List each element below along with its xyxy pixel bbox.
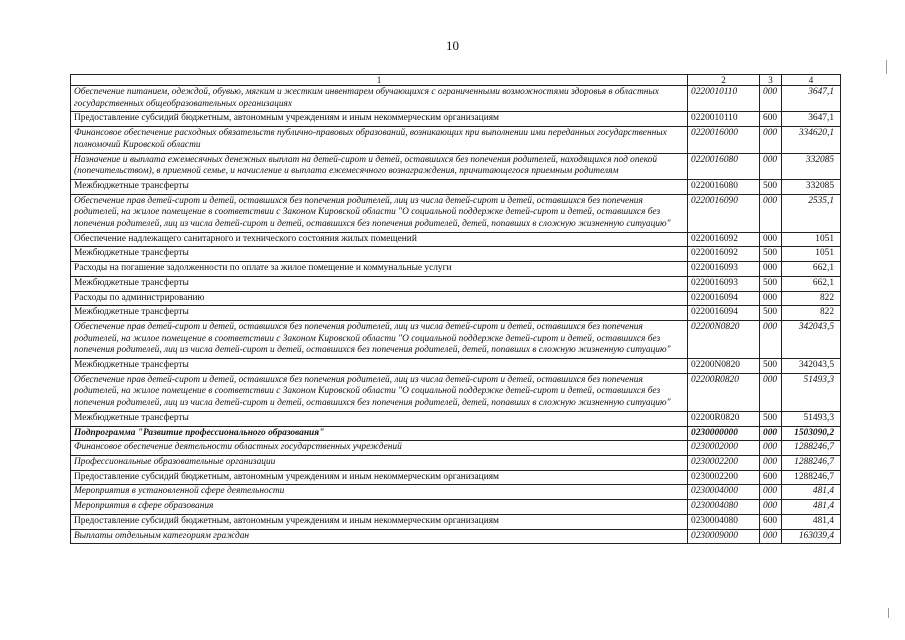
table-row	[71, 291, 841, 306]
row-expense-type-cell: 000	[760, 500, 782, 515]
row-amount-cell: 3647,1	[782, 86, 841, 112]
row-expense-type-cell: 600	[760, 112, 782, 127]
row-name-cell: Назначение и выплата ежемесячных денежных выплат на детей-сирот и детей, оставшихся без попечения родителей, находящихся под опекой (попечительством), в приемной семье, и начисление и выплата ежемесячного вознаграждения, причитающегося приемным родителям	[71, 153, 688, 179]
row-name-cell: Мероприятия в сфере образования	[71, 500, 688, 515]
table-header-row	[71, 75, 841, 86]
row-name-cell: Обеспечение прав детей-сирот и детей, оставшихся без попечения родителей, лиц из числа детей-сирот и детей, оставшихся без попечения родителей, на жилое помещение в соответствии с Законом Кировской области "О социальной поддержке детей-сирот и детей, оставшихся без попечения родителей, лиц из числа детей-сирот и детей, оставшихся без попечения родителей, детей, попавших в сложную жизненную ситуацию"	[71, 373, 688, 411]
table-row	[71, 153, 841, 179]
row-expense-type-cell: 000	[760, 529, 782, 544]
row-code-cell: 02200N0820	[688, 320, 760, 358]
row-code-cell: 0220016090	[688, 194, 760, 232]
row-name-cell: Профессиональные образовательные организации	[71, 455, 688, 470]
row-amount-cell: 822	[782, 291, 841, 306]
row-code-cell: 0220016080	[688, 179, 760, 194]
row-name-cell: Обеспечение прав детей-сирот и детей, оставшихся без попечения родителей, лиц из числа детей-сирот и детей, оставшихся без попечения родителей, на жилое помещение в соответствии с Законом Кировской области "О социальной поддержке детей-сирот и детей, оставшихся без попечения родителей, лиц из числа детей-сирот и детей, оставшихся без попечения родителей, детей, попавших в сложную жизненную ситуацию"	[71, 194, 688, 232]
row-name-cell: Обеспечение питанием, одеждой, обувью, мягким и жестким инвентарем обучающихся с ограниченными возможностями здоровья в областных государственных общеобразовательных организациях	[71, 86, 688, 112]
row-amount-cell: 662,1	[782, 276, 841, 291]
table-row	[71, 441, 841, 456]
row-name-cell: Расходы на погашение задолженности по оплате за жилое помещение и коммунальные услуги	[71, 262, 688, 277]
row-code-cell: 0220016080	[688, 153, 760, 179]
row-amount-cell: 1051	[782, 247, 841, 262]
row-amount-cell: 3647,1	[782, 112, 841, 127]
row-code-cell: 0230004080	[688, 500, 760, 515]
row-code-cell: 0230002200	[688, 470, 760, 485]
scan-mark-top-right	[886, 60, 887, 74]
row-name-cell: Финансовое обеспечение расходных обязательств публично-правовых образований, возникающих при выполнении ими переданных государственных полномочий Кировской области	[71, 127, 688, 153]
row-expense-type-cell: 000	[760, 127, 782, 153]
row-name-cell: Подпрограмма "Развитие профессионального образования"	[71, 426, 688, 441]
budget-table	[70, 74, 841, 544]
row-expense-type-cell: 500	[760, 179, 782, 194]
row-code-cell: 02200R0820	[688, 411, 760, 426]
row-name-cell: Предоставление субсидий бюджетным, автономным учреждениям и иным некоммерческим организациям	[71, 470, 688, 485]
row-name-cell: Предоставление субсидий бюджетным, автономным учреждениям и иным некоммерческим организациям	[71, 112, 688, 127]
row-amount-cell: 51493,3	[782, 411, 841, 426]
row-expense-type-cell: 000	[760, 426, 782, 441]
row-code-cell: 0220016092	[688, 232, 760, 247]
row-name-cell: Выплаты отдельным категориям граждан	[71, 529, 688, 544]
row-expense-type-cell: 500	[760, 359, 782, 374]
row-name-cell: Финансовое обеспечение деятельности областных государственных учреждений	[71, 441, 688, 456]
table-row	[71, 86, 841, 112]
row-code-cell: 0220016000	[688, 127, 760, 153]
table-row	[71, 112, 841, 127]
row-code-cell: 0220010110	[688, 86, 760, 112]
row-code-cell: 02200R0820	[688, 373, 760, 411]
row-expense-type-cell: 000	[760, 441, 782, 456]
row-expense-type-cell: 000	[760, 86, 782, 112]
table-row	[71, 470, 841, 485]
row-expense-type-cell: 000	[760, 153, 782, 179]
table-row	[71, 127, 841, 153]
table-row	[71, 276, 841, 291]
row-expense-type-cell: 000	[760, 262, 782, 277]
row-code-cell: 0230002200	[688, 455, 760, 470]
row-expense-type-cell: 000	[760, 232, 782, 247]
row-amount-cell: 2535,1	[782, 194, 841, 232]
table-body	[71, 75, 841, 544]
row-expense-type-cell: 500	[760, 411, 782, 426]
row-name-cell: Межбюджетные трансферты	[71, 411, 688, 426]
row-expense-type-cell: 000	[760, 455, 782, 470]
table-row	[71, 529, 841, 544]
row-amount-cell: 334620,1	[782, 127, 841, 153]
row-name-cell: Межбюджетные трансферты	[71, 306, 688, 321]
row-code-cell: 0220010110	[688, 112, 760, 127]
table-row	[71, 411, 841, 426]
row-expense-type-cell: 600	[760, 470, 782, 485]
table-row	[71, 179, 841, 194]
table-row	[71, 500, 841, 515]
row-code-cell: 0230000000	[688, 426, 760, 441]
row-amount-cell: 332085	[782, 153, 841, 179]
row-code-cell: 0230004000	[688, 485, 760, 500]
table-row	[71, 194, 841, 232]
row-name-cell: Обеспечение надлежащего санитарного и технического состояния жилых помещений	[71, 232, 688, 247]
row-amount-cell: 481,4	[782, 500, 841, 515]
table-row	[71, 359, 841, 374]
row-name-cell: Межбюджетные трансферты	[71, 247, 688, 262]
row-name-cell: Предоставление субсидий бюджетным, автономным учреждениям и иным некоммерческим организациям	[71, 514, 688, 529]
row-amount-cell: 163039,4	[782, 529, 841, 544]
row-code-cell: 0220016094	[688, 291, 760, 306]
row-amount-cell: 822	[782, 306, 841, 321]
row-expense-type-cell: 500	[760, 306, 782, 321]
row-code-cell: 0230009000	[688, 529, 760, 544]
row-name-cell: Межбюджетные трансферты	[71, 276, 688, 291]
table-row	[71, 320, 841, 358]
table-row	[71, 262, 841, 277]
table-row	[71, 426, 841, 441]
row-expense-type-cell: 000	[760, 485, 782, 500]
table-row	[71, 247, 841, 262]
row-name-cell: Межбюджетные трансферты	[71, 179, 688, 194]
row-code-cell: 0220016093	[688, 262, 760, 277]
row-name-cell: Расходы по администрированию	[71, 291, 688, 306]
row-code-cell: 0220016093	[688, 276, 760, 291]
table-row	[71, 485, 841, 500]
row-amount-cell: 342043,5	[782, 320, 841, 358]
row-name-cell: Мероприятия в установленной сфере деятельности	[71, 485, 688, 500]
row-expense-type-cell: 500	[760, 247, 782, 262]
table-row	[71, 306, 841, 321]
row-amount-cell: 342043,5	[782, 359, 841, 374]
header-cell-name: 1	[71, 75, 688, 86]
table-row	[71, 455, 841, 470]
row-amount-cell: 1288246,7	[782, 470, 841, 485]
row-amount-cell: 662,1	[782, 262, 841, 277]
row-expense-type-cell: 000	[760, 320, 782, 358]
row-expense-type-cell: 000	[760, 291, 782, 306]
row-expense-type-cell: 600	[760, 514, 782, 529]
row-amount-cell: 481,4	[782, 485, 841, 500]
row-code-cell: 0230004080	[688, 514, 760, 529]
row-amount-cell: 1288246,7	[782, 441, 841, 456]
row-expense-type-cell: 500	[760, 276, 782, 291]
row-name-cell: Обеспечение прав детей-сирот и детей, оставшихся без попечения родителей, лиц из числа детей-сирот и детей, оставшихся без попечения родителей, на жилое помещение в соответствии с Законом Кировской области "О социальной поддержке детей-сирот и детей, оставшихся без попечения родителей, лиц из числа детей-сирот и детей, оставшихся без попечения родителей, детей, попавших в сложную жизненную ситуацию"	[71, 320, 688, 358]
table-row	[71, 514, 841, 529]
row-amount-cell: 1503090,2	[782, 426, 841, 441]
row-name-cell: Межбюджетные трансферты	[71, 359, 688, 374]
header-cell-expense-type: 3	[760, 75, 782, 86]
row-code-cell: 0220016092	[688, 247, 760, 262]
row-expense-type-cell: 000	[760, 373, 782, 411]
row-code-cell: 0220016094	[688, 306, 760, 321]
scan-mark-right	[888, 608, 889, 618]
row-expense-type-cell: 000	[760, 194, 782, 232]
row-amount-cell: 1051	[782, 232, 841, 247]
table-row	[71, 232, 841, 247]
header-cell-code: 2	[688, 75, 760, 86]
row-amount-cell: 481,4	[782, 514, 841, 529]
header-cell-amount: 4	[782, 75, 841, 86]
row-amount-cell: 51493,3	[782, 373, 841, 411]
row-amount-cell: 1288246,7	[782, 455, 841, 470]
row-code-cell: 0230002000	[688, 441, 760, 456]
row-amount-cell: 332085	[782, 179, 841, 194]
row-code-cell: 02200N0820	[688, 359, 760, 374]
page-number: 10	[446, 38, 459, 53]
table-row	[71, 373, 841, 411]
